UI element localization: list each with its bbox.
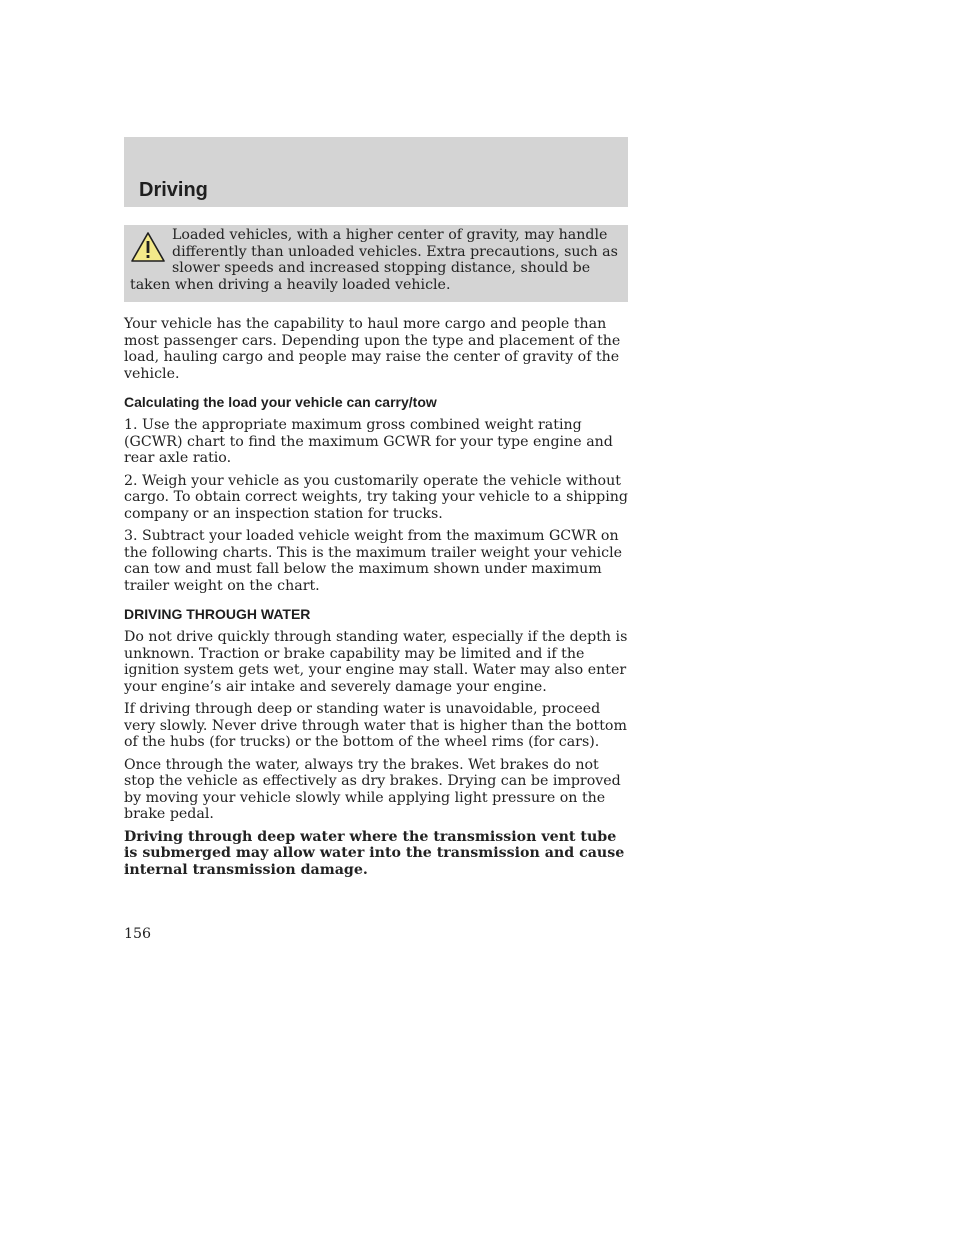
page-number: 156 — [124, 926, 152, 942]
main-content — [124, 316, 632, 884]
load-section-heading: Calculating the load your vehicle can carry/tow — [124, 394, 437, 410]
load-step-2: 2. Weigh your vehicle as you customarily operate the vehicle without cargo. To obtain correct weights, try taking your vehicle to a shipping company or an inspection station for trucks. — [124, 472, 628, 522]
water-paragraph-1: Do not drive quickly through standing water, especially if the depth is unknown. Traction or brake capability may be limited and if the ignition system gets wet, your engine may stall. Water may also enter your engine’s air intake and severely damage your engine. — [124, 629, 628, 695]
water-paragraph-3: Once through the water, always try the brakes. Wet brakes do not stop the vehicle as effectively as dry brakes. Drying can be improved by moving your vehicle slowly while applying light pressure on the brake pedal. — [124, 756, 621, 822]
water-paragraph-2: If driving through deep or standing water is unavoidable, proceed very slowly. Never drive through water that is higher than the bottom of the hubs (for trucks) or the bottom of the wheel rims (for cars). — [124, 701, 627, 750]
warning-triangle-icon — [130, 231, 166, 263]
load-step-3: 3. Subtract your loaded vehicle weight from the maximum GCWR on the following charts. This is the maximum trailer weight your vehicle can tow and must fall below the maximum shown under maximum trailer weight on the chart. — [124, 528, 623, 594]
section-header-band — [124, 137, 628, 207]
water-caution: Driving through deep water where the transmission vent tube is submerged may allow water into the transmission and cause internal transmission damage. — [124, 828, 625, 878]
intro-paragraph: Your vehicle has the capability to haul more cargo and people than most passenger cars. Depending upon the type and placement of the load, hauling cargo and people may raise the center of gravity of the vehicle. — [124, 316, 621, 382]
load-step-1: 1. Use the appropriate maximum gross combined weight rating (GCWR) chart to find the maximum GCWR for your type engine and rear axle ratio. — [124, 417, 613, 466]
warning-box — [124, 225, 628, 302]
warning-text: Loaded vehicles, with a higher center of gravity, may handle differently than unloaded vehicles. Extra precautions, such as slower speeds and increased stopping distance, should be taken when driving a heavily loaded vehicle. — [130, 227, 618, 293]
water-section-heading: DRIVING THROUGH WATER — [124, 606, 311, 622]
section-title: Driving — [139, 179, 208, 201]
